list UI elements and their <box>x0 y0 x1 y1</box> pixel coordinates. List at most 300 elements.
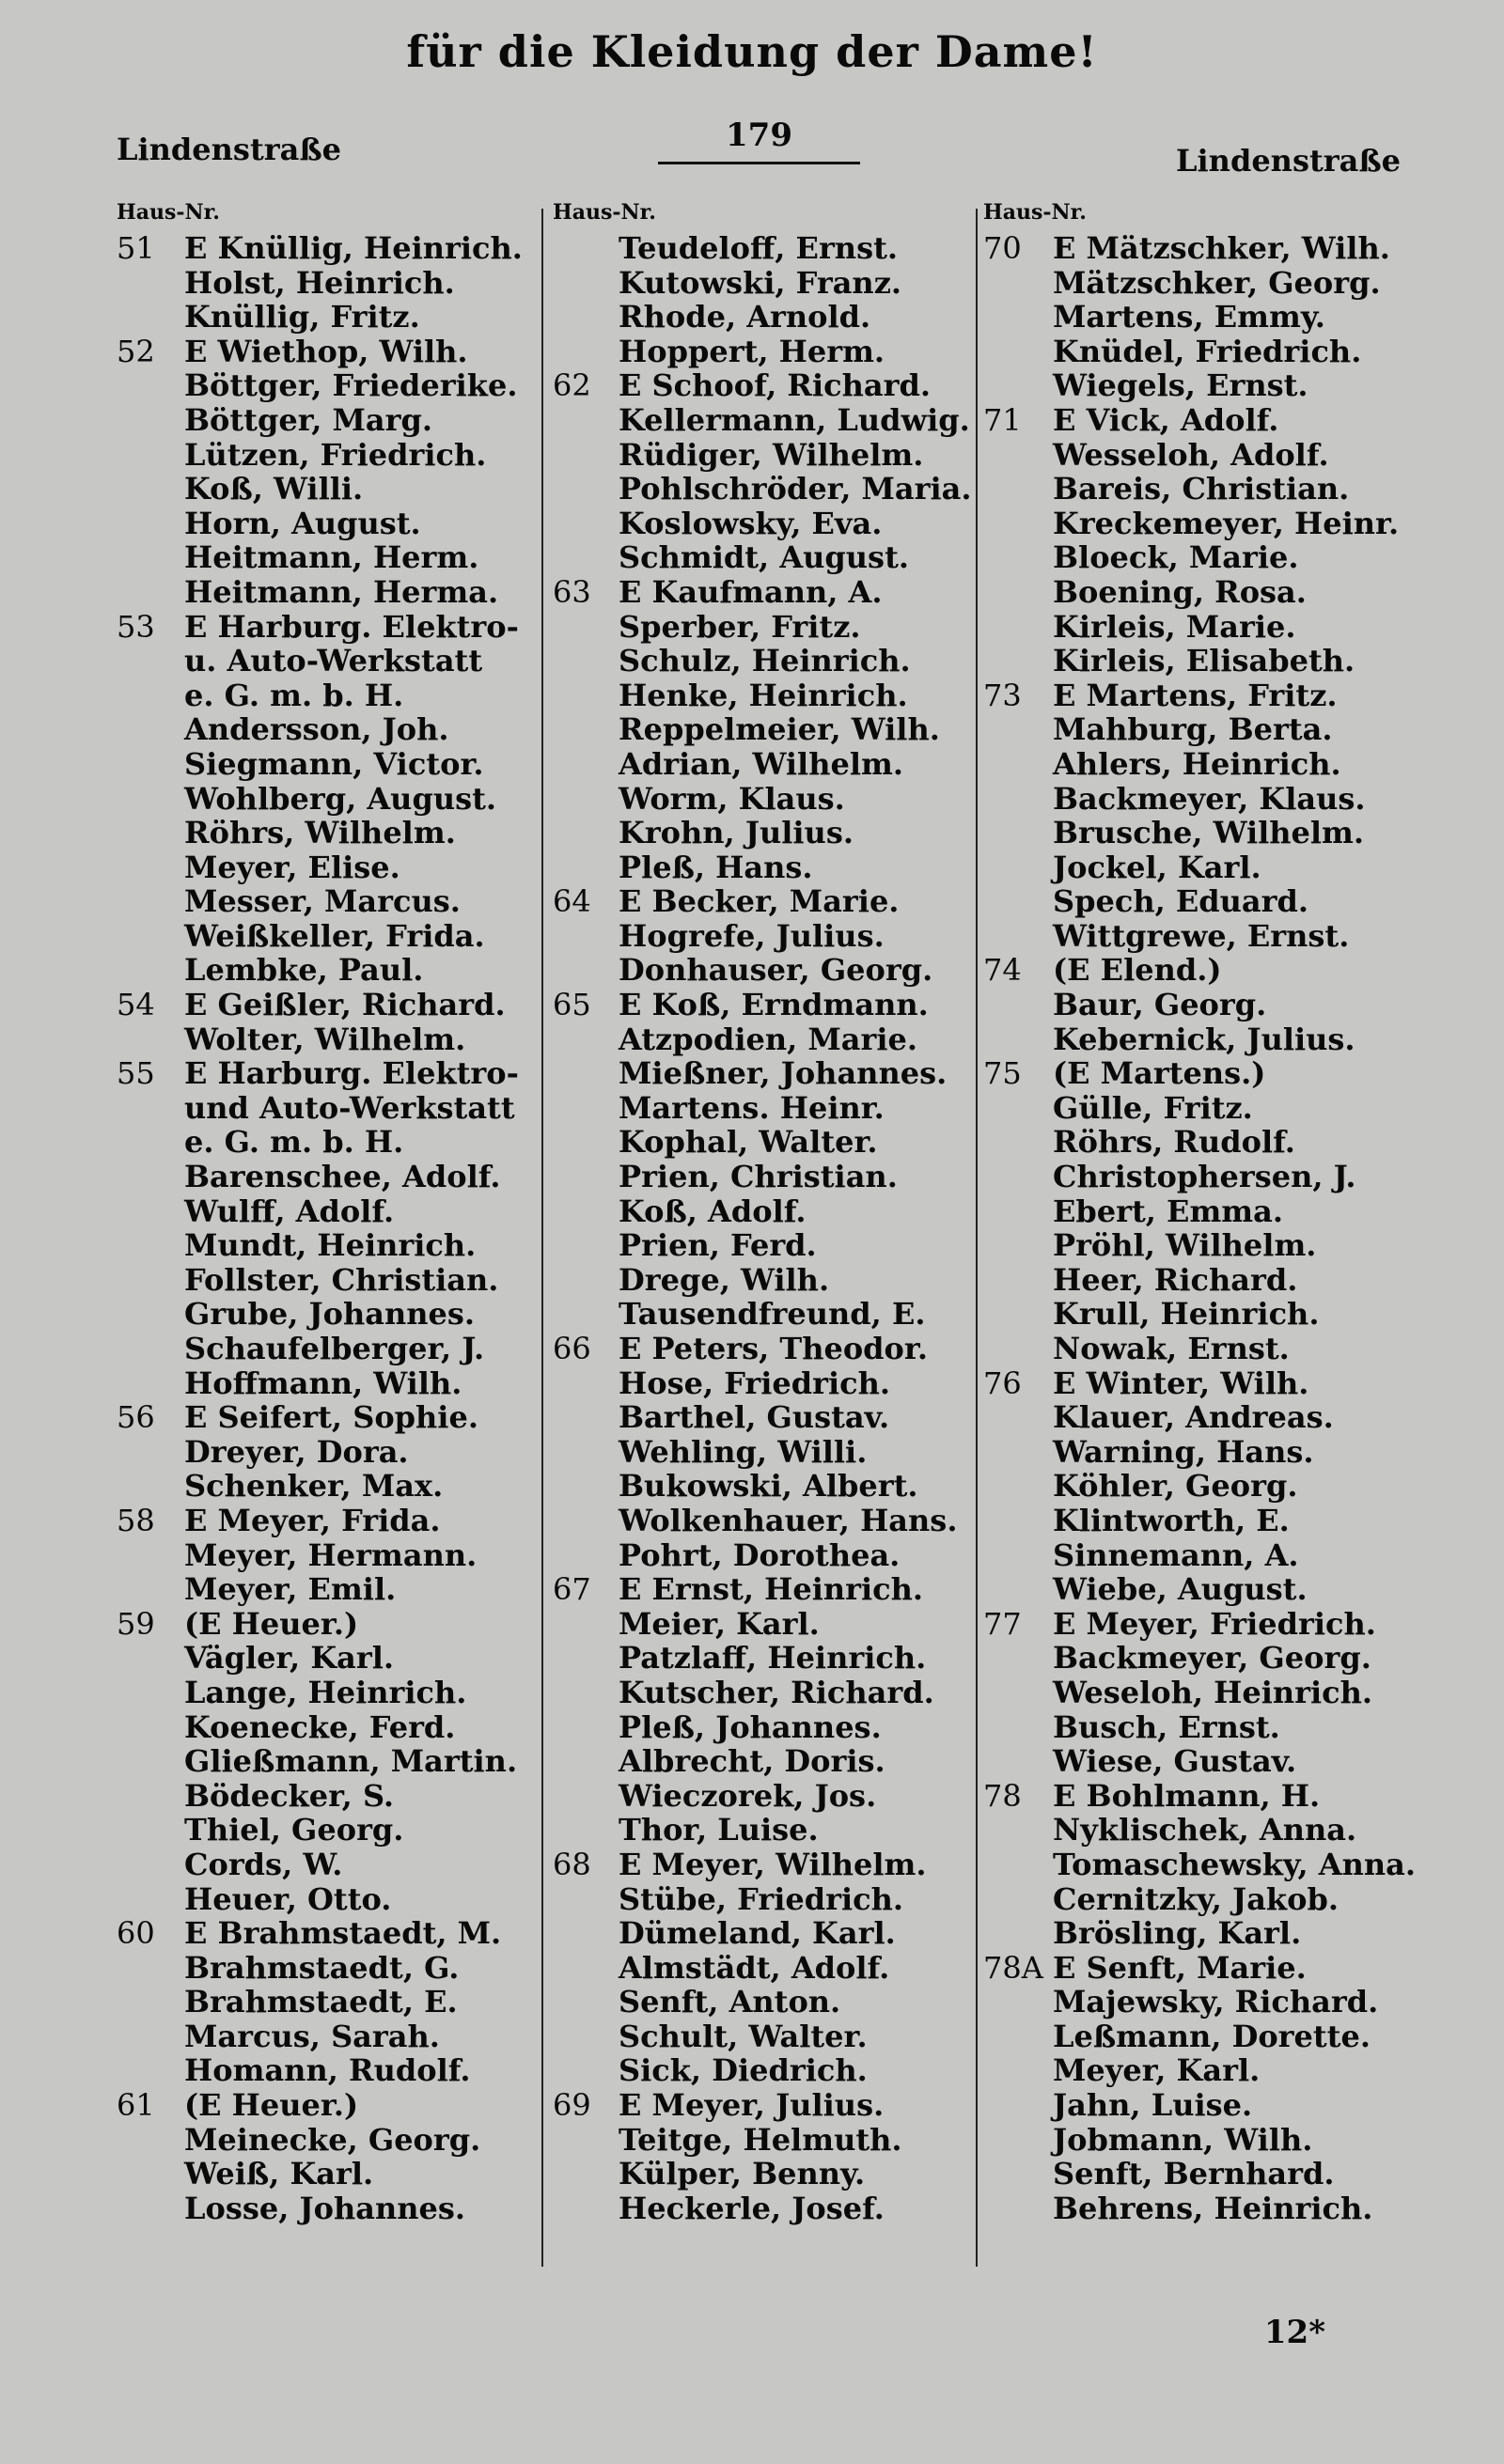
directory-entry <box>553 1194 966 1229</box>
directory-entry <box>983 712 1406 747</box>
directory-entry <box>983 2191 1406 2226</box>
resident-name: E Meyer, Friedrich. <box>1053 1605 1376 1642</box>
resident-name: Klauer, Andreas. <box>1053 1399 1334 1436</box>
directory-entry <box>983 472 1406 507</box>
house-number: 54 <box>117 987 155 1023</box>
resident-name: u. Auto-Werkstatt <box>184 643 483 679</box>
directory-entry <box>117 1538 540 1573</box>
page-number-rule <box>658 162 860 164</box>
resident-name: Losse, Johannes. <box>184 2190 466 2226</box>
resident-name: Nowak, Ernst. <box>1053 1331 1290 1366</box>
resident-name: Knüdel, Friedrich. <box>1053 333 1362 369</box>
directory-entry <box>983 1263 1406 1298</box>
directory-entry <box>553 2088 966 2123</box>
resident-name: Pohlschröder, Maria. <box>619 471 972 507</box>
directory-entry <box>553 644 966 678</box>
resident-name: E Senft, Marie. <box>1053 1949 1307 1986</box>
directory-entry <box>553 1848 966 1882</box>
resident-name: Majewsky, Richard. <box>1053 1984 1379 2020</box>
directory-entry <box>983 919 1406 954</box>
directory-entry <box>983 1228 1406 1263</box>
house-number: 59 <box>117 1605 155 1642</box>
directory-entry <box>983 1607 1406 1642</box>
directory-entry <box>983 884 1406 919</box>
house-number: 56 <box>117 1399 155 1436</box>
directory-entry <box>983 988 1406 1022</box>
resident-name: Rhode, Arnold. <box>619 299 871 335</box>
directory-entry <box>553 401 970 438</box>
directory-entry <box>117 575 540 610</box>
directory-entry <box>553 1744 966 1779</box>
directory-entry <box>983 300 1406 335</box>
directory-entry <box>117 2157 540 2191</box>
directory-entry <box>117 816 540 850</box>
resident-name: Wolter, Wilhelm. <box>184 1021 466 1057</box>
house-number: 78 <box>983 1777 1022 1814</box>
directory-entry <box>553 438 966 473</box>
resident-name: Holst, Heinrich. <box>184 264 455 301</box>
resident-name: Siegmann, Victor. <box>184 745 484 782</box>
directory-entry <box>553 1710 966 1745</box>
directory-entry <box>553 1538 966 1573</box>
resident-name: Brusche, Wilhelm. <box>1053 815 1365 851</box>
directory-entry <box>117 540 540 575</box>
directory-entry <box>117 231 540 266</box>
resident-name: Cords, W. <box>184 1846 343 1882</box>
resident-name: Backmeyer, Klaus. <box>1053 780 1366 817</box>
directory-entry <box>117 919 540 954</box>
resident-name: Jahn, Luise. <box>1053 2087 1253 2124</box>
house-number: 77 <box>983 1605 1022 1642</box>
resident-name: Heckerle, Josef. <box>619 2190 885 2226</box>
directory-entry <box>983 1846 1416 1882</box>
directory-entry <box>553 1985 966 2020</box>
directory-entry <box>117 1022 540 1057</box>
resident-name: Weseloh, Heinrich. <box>1053 1674 1373 1710</box>
directory-entry <box>983 1779 1406 1814</box>
resident-name: Kebernick, Julius. <box>1053 1021 1355 1057</box>
resident-name: Prien, Christian. <box>619 1159 898 1195</box>
directory-entry <box>983 1160 1406 1194</box>
resident-name: Senft, Anton. <box>619 1984 841 2020</box>
directory-entry <box>117 644 540 678</box>
directory-entry <box>983 1022 1406 1057</box>
directory-entry <box>117 1366 540 1401</box>
directory-entry <box>553 1916 966 1951</box>
resident-name: Patzlaff, Heinrich. <box>619 1640 927 1676</box>
house-number: 67 <box>553 1571 591 1608</box>
directory-entry <box>983 747 1406 782</box>
resident-name: Adrian, Wilhelm. <box>619 745 903 782</box>
directory-entry <box>553 471 972 507</box>
resident-name: Stübe, Friedrich. <box>619 1880 903 1917</box>
resident-name: Gülle, Fritz. <box>1053 1089 1253 1126</box>
directory-entry <box>983 2123 1406 2158</box>
directory-entry <box>117 884 540 919</box>
directory-entry <box>983 368 1406 403</box>
resident-name: Cernitzky, Jakob. <box>1053 1880 1339 1917</box>
resident-name: Koslowsky, Eva. <box>619 505 883 541</box>
directory-entry <box>983 2020 1406 2054</box>
resident-name: Jobmann, Wilh. <box>1053 2121 1313 2158</box>
resident-name: Martens, Emmy. <box>1053 299 1325 335</box>
resident-name: Koß, Adolf. <box>619 1193 807 1229</box>
resident-name: Boening, Rosa. <box>1053 573 1307 610</box>
resident-name: Backmeyer, Georg. <box>1053 1640 1371 1676</box>
directory-entry <box>117 1572 540 1607</box>
directory-entry <box>553 231 966 266</box>
resident-name: Kirleis, Elisabeth. <box>1053 643 1355 679</box>
resident-name: Lützen, Friedrich. <box>184 436 487 473</box>
advertising-banner: für die Kleidung der Dame! <box>406 26 1098 77</box>
resident-name: Külper, Benny. <box>619 2156 866 2192</box>
resident-name: E Bohlmann, H. <box>1053 1777 1321 1814</box>
directory-entry <box>983 575 1406 610</box>
resident-name: Mahburg, Berta. <box>1053 711 1333 748</box>
directory-entry <box>983 953 1406 988</box>
directory-entry <box>117 2053 540 2088</box>
directory-entry <box>553 507 966 541</box>
resident-name: Böttger, Marg. <box>184 401 433 438</box>
directory-entry <box>553 1435 966 1470</box>
resident-name: Gließmann, Martin. <box>184 1743 518 1780</box>
resident-name: Andersson, Joh. <box>184 711 449 748</box>
resident-name: Wiegels, Ernst. <box>1053 367 1308 404</box>
house-number: 65 <box>553 987 591 1023</box>
directory-entry <box>553 540 966 575</box>
directory-entry <box>117 335 540 369</box>
resident-name: E Vick, Adolf. <box>1053 401 1279 438</box>
resident-name: Kutowski, Franz. <box>619 264 901 301</box>
resident-name: E Harburg. Elektro- <box>184 608 519 645</box>
street-name-left: Lindenstraße <box>117 132 341 167</box>
directory-entry <box>983 1916 1406 1951</box>
column-divider <box>976 209 978 2267</box>
directory-entry <box>117 1194 540 1229</box>
house-number: 76 <box>983 1365 1022 1401</box>
resident-name: E Martens, Fritz. <box>1053 677 1338 713</box>
resident-name: Almstädt, Adolf. <box>619 1949 890 1986</box>
directory-entry <box>553 919 966 954</box>
resident-name: E Harburg. Elektro- <box>184 1055 519 1092</box>
directory-entry <box>553 1469 966 1504</box>
column-divider <box>541 209 543 2267</box>
resident-name: Ahlers, Heinrich. <box>1053 745 1341 782</box>
resident-name: Homann, Rudolf. <box>184 2052 471 2089</box>
resident-name: (E Heuer.) <box>184 2087 359 2124</box>
resident-name: Meyer, Emil. <box>184 1571 397 1608</box>
resident-name: Hose, Friedrich. <box>619 1365 891 1401</box>
directory-column-1 <box>117 194 540 2225</box>
house-number-header: Haus-Nr. <box>983 200 1087 225</box>
house-number: 70 <box>983 230 1022 266</box>
directory-entry <box>117 2191 540 2226</box>
resident-name: Mundt, Heinrich. <box>184 1227 477 1264</box>
directory-entry <box>553 1091 966 1126</box>
directory-entry <box>983 2157 1406 2191</box>
directory-entry <box>983 403 1406 438</box>
directory-column-3 <box>983 194 1416 2226</box>
resident-name: Sick, Diedrich. <box>619 2052 868 2089</box>
directory-entry <box>983 1538 1406 1573</box>
directory-entry <box>983 1813 1406 1848</box>
resident-name: E Meyer, Wilhelm. <box>619 1846 927 1882</box>
resident-name: e. G. m. b. H. <box>184 1124 404 1161</box>
directory-entry <box>117 1160 540 1194</box>
directory-entry <box>983 782 1406 817</box>
resident-name: Schult, Walter. <box>619 2018 868 2054</box>
directory-entry <box>117 403 540 438</box>
directory-entry <box>983 1056 1406 1091</box>
directory-entry <box>117 368 540 403</box>
directory-entry <box>983 1125 1406 1160</box>
resident-name: e. G. m. b. H. <box>184 677 404 713</box>
resident-name: E Wiethop, Wilh. <box>184 333 468 369</box>
resident-name: E Koß, Erndmann. <box>619 987 929 1023</box>
resident-name: Meyer, Karl. <box>1053 2052 1261 2089</box>
resident-name: Busch, Ernst. <box>1053 1708 1280 1745</box>
resident-name: Thor, Luise. <box>619 1812 819 1848</box>
resident-name: Henke, Heinrich. <box>619 677 908 713</box>
house-number: 68 <box>553 1846 591 1882</box>
directory-entry <box>983 610 1406 645</box>
directory-entry <box>553 816 966 850</box>
resident-name: Kirleis, Marie. <box>1053 608 1296 645</box>
directory-entry <box>553 988 966 1022</box>
directory-column-2 <box>553 194 972 2226</box>
resident-name: Bukowski, Albert. <box>619 1468 918 1505</box>
house-number: 78A <box>983 1949 1043 1986</box>
directory-entry <box>553 1022 966 1057</box>
directory-entry <box>553 300 966 335</box>
resident-name: Senft, Bernhard. <box>1053 2156 1335 2192</box>
directory-entry <box>117 1813 540 1848</box>
directory-entry <box>117 1091 540 1126</box>
directory-entry <box>117 1469 540 1504</box>
directory-entry <box>553 1572 966 1607</box>
resident-name: E Knüllig, Heinrich. <box>184 230 523 266</box>
resident-name: Pleß, Hans. <box>619 849 813 885</box>
resident-name: Brösling, Karl. <box>1053 1915 1302 1952</box>
house-number: 61 <box>117 2087 155 2124</box>
resident-name: Thiel, Georg. <box>184 1812 404 1848</box>
directory-entry <box>983 816 1406 850</box>
directory-entry <box>117 1710 540 1745</box>
directory-entry <box>983 1710 1406 1745</box>
resident-name: Warning, Hans. <box>1053 1433 1314 1470</box>
directory-entry <box>553 884 966 919</box>
resident-name: Meyer, Elise. <box>184 849 400 885</box>
directory-entry <box>117 507 540 541</box>
directory-entry <box>117 678 540 713</box>
directory-entry <box>553 850 966 885</box>
directory-entry <box>553 1813 966 1848</box>
resident-name: E Schoof, Richard. <box>619 367 932 404</box>
directory-entry <box>553 678 966 713</box>
directory-entry <box>983 1469 1406 1504</box>
resident-name: Mätzschker, Georg. <box>1053 264 1381 301</box>
directory-entry <box>117 1297 540 1332</box>
resident-name: Lembke, Paul. <box>184 952 424 989</box>
directory-entry <box>553 1504 966 1538</box>
house-number-header: Haus-Nr. <box>117 200 220 225</box>
directory-entry <box>117 1263 540 1298</box>
resident-name: Wesseloh, Adolf. <box>1053 436 1329 473</box>
resident-name: Teitge, Helmuth. <box>619 2121 902 2158</box>
resident-name: Klintworth, E. <box>1053 1502 1290 1538</box>
directory-entry <box>553 2123 966 2158</box>
resident-name: Brahmstaedt, G. <box>184 1949 460 1986</box>
resident-name: Köhler, Georg. <box>1053 1468 1298 1505</box>
directory-entry <box>117 610 540 645</box>
directory-entry <box>117 1125 540 1160</box>
house-number: 64 <box>553 883 591 920</box>
directory-entry <box>983 1091 1406 1126</box>
directory-entry <box>553 953 966 988</box>
directory-entry <box>553 1366 966 1401</box>
directory-entry <box>983 231 1406 266</box>
resident-name: Follster, Christian. <box>184 1261 499 1298</box>
directory-entry <box>553 2157 966 2191</box>
resident-name: Brahmstaedt, E. <box>184 1984 458 2020</box>
directory-entry <box>117 747 540 782</box>
house-number: 69 <box>553 2087 591 2124</box>
resident-name: Dreyer, Dora. <box>184 1433 409 1470</box>
directory-entry <box>983 1332 1406 1366</box>
directory-entry <box>983 1504 1406 1538</box>
resident-name: Wiebe, August. <box>1053 1571 1308 1608</box>
resident-name: Schulz, Heinrich. <box>619 643 911 679</box>
resident-name: Schmidt, August. <box>619 539 909 576</box>
directory-entry <box>983 1641 1406 1676</box>
directory-entry <box>553 2191 966 2226</box>
resident-name: Vägler, Karl. <box>184 1640 395 1676</box>
directory-entry <box>553 1400 966 1435</box>
directory-entry <box>983 1882 1406 1917</box>
directory-entry <box>117 1744 540 1779</box>
resident-name: E Becker, Marie. <box>619 883 900 920</box>
resident-name: Meinecke, Georg. <box>184 2121 481 2158</box>
directory-entry <box>983 644 1406 678</box>
resident-name: Pröhl, Wilhelm. <box>1053 1227 1317 1264</box>
resident-name: Wohlberg, August. <box>184 780 497 817</box>
directory-entry <box>553 2020 966 2054</box>
page-number: 179 <box>726 117 792 154</box>
house-number-header: Haus-Nr. <box>553 200 656 225</box>
resident-name: E Peters, Theodor. <box>619 1331 928 1366</box>
directory-entry <box>983 507 1406 541</box>
resident-name: Weißkeller, Frida. <box>184 917 485 954</box>
resident-name: E Meyer, Frida. <box>184 1502 441 1538</box>
resident-name: E Meyer, Julius. <box>619 2087 885 2124</box>
directory-entry <box>117 712 540 747</box>
directory-entry <box>117 1951 540 1986</box>
resident-name: Marcus, Sarah. <box>184 2018 440 2054</box>
resident-name: Koenecke, Ferd. <box>184 1708 456 1745</box>
directory-entry <box>553 782 966 817</box>
resident-name: Sperber, Fritz. <box>619 608 861 645</box>
resident-name: Schenker, Max. <box>184 1468 444 1505</box>
resident-name: Kreckemeyer, Heinr. <box>1053 505 1400 541</box>
directory-entry <box>553 1882 966 1917</box>
directory-entry <box>117 2088 540 2123</box>
directory-entry <box>553 1641 966 1676</box>
house-number: 74 <box>983 952 1022 989</box>
directory-entry <box>117 1779 540 1814</box>
resident-name: Knüllig, Fritz. <box>184 299 420 335</box>
directory-entry <box>553 368 966 403</box>
directory-entry <box>117 1504 540 1538</box>
resident-name: Heitmann, Herma. <box>184 573 499 610</box>
directory-entry <box>983 1744 1406 1779</box>
directory-entry <box>983 540 1406 575</box>
directory-entry <box>983 1435 1406 1470</box>
resident-name: E Ernst, Heinrich. <box>619 1571 924 1608</box>
directory-entry <box>553 1297 966 1332</box>
resident-name: Wieczorek, Jos. <box>619 1777 877 1814</box>
resident-name: Hoffmann, Wilh. <box>184 1365 462 1401</box>
directory-entry <box>983 2088 1406 2123</box>
directory-entry <box>983 678 1406 713</box>
directory-entry <box>553 1332 966 1366</box>
resident-name: Wolkenhauer, Hans. <box>619 1502 958 1538</box>
resident-name: Leßmann, Dorette. <box>1053 2018 1371 2054</box>
resident-name: Tomaschewsky, Anna. <box>1053 1846 1416 1882</box>
directory-entry <box>553 1676 966 1710</box>
resident-name: E Geißler, Richard. <box>184 987 506 1023</box>
directory-entry <box>983 1951 1406 1986</box>
house-number: 62 <box>553 367 591 404</box>
resident-name: Kellermann, Ludwig. <box>619 401 970 438</box>
resident-name: Behrens, Heinrich. <box>1053 2190 1373 2226</box>
directory-entry <box>553 1951 966 1986</box>
directory-entry <box>117 1228 540 1263</box>
directory-entry <box>983 1400 1406 1435</box>
resident-name: Heitmann, Herm. <box>184 539 479 576</box>
resident-name: Donhauser, Georg. <box>619 952 933 989</box>
directory-entry <box>983 1985 1406 2020</box>
directory-entry <box>983 335 1406 369</box>
directory-entry <box>117 1882 540 1917</box>
resident-name: Lange, Heinrich. <box>184 1674 467 1710</box>
resident-name: Prien, Ferd. <box>619 1227 817 1264</box>
directory-entry <box>983 1297 1406 1332</box>
resident-name: Röhrs, Rudolf. <box>1053 1124 1295 1161</box>
resident-name: Hoppert, Herm. <box>619 333 885 369</box>
directory-entry <box>117 2020 540 2054</box>
house-number: 73 <box>983 677 1022 713</box>
directory-entry <box>117 1985 540 2020</box>
resident-name: Bloeck, Marie. <box>1053 539 1299 576</box>
directory-entry <box>117 1676 540 1710</box>
directory-entry <box>117 782 540 817</box>
directory-entry <box>553 1125 966 1160</box>
directory-entry <box>553 747 966 782</box>
resident-name: (E Martens.) <box>1053 1055 1266 1092</box>
resident-name: Bareis, Christian. <box>1053 471 1350 507</box>
house-number: 52 <box>117 333 155 369</box>
resident-name: (E Elend.) <box>1053 952 1222 989</box>
resident-name: E Kaufmann, A. <box>619 573 883 610</box>
resident-name: Meyer, Hermann. <box>184 1536 478 1573</box>
directory-entry <box>117 2123 540 2158</box>
resident-name: Drege, Wilh. <box>619 1261 830 1298</box>
resident-name: Spech, Eduard. <box>1053 883 1309 920</box>
directory-entry <box>117 472 540 507</box>
resident-name: Kutscher, Richard. <box>619 1674 934 1710</box>
resident-name: Barthel, Gustav. <box>619 1399 890 1436</box>
resident-name: Nyklischek, Anna. <box>1053 1812 1357 1848</box>
